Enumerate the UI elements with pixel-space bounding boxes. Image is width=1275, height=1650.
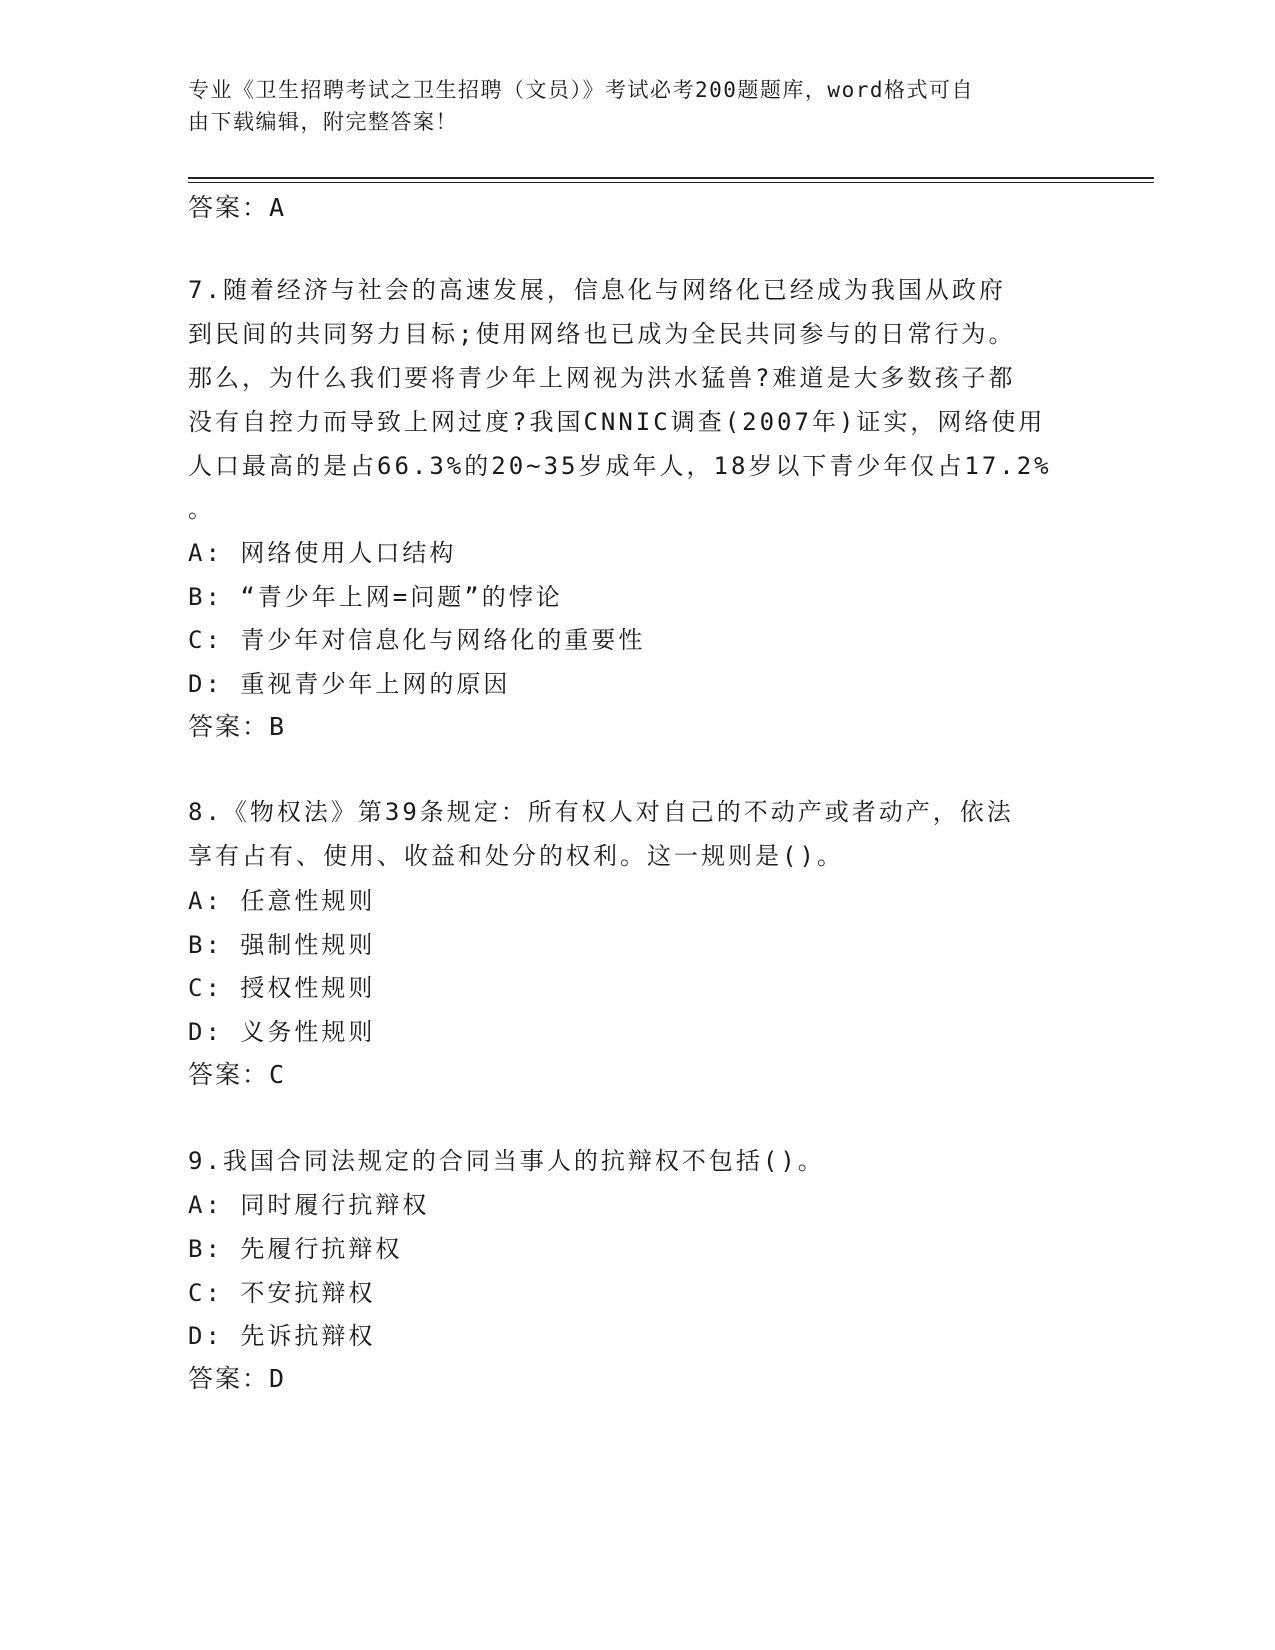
question-9-option-b: B: 先履行抗辩权	[188, 1235, 403, 1263]
question-8-option-b: B: 强制性规则	[188, 931, 376, 959]
question-7-answer	[188, 712, 286, 742]
question-9-option-d: D: 先诉抗辩权	[188, 1322, 376, 1350]
header-rule-thick	[188, 177, 1154, 179]
answer-label: 答案：	[188, 1364, 270, 1393]
question-7-line-1: 7.随着经济与社会的高速发展，信息化与网络化已经成为我国从政府	[188, 276, 1006, 304]
question-7-line-6: 。	[188, 495, 215, 523]
header-line-2: 由下载编辑，附完整答案！	[188, 110, 458, 134]
question-7-line-3: 那么，为什么我们要将青少年上网视为洪水猛兽?难道是大多数孩子都	[188, 364, 1016, 392]
question-7-option-a: A: 网络使用人口结构	[188, 539, 457, 567]
question-8-option-a: A: 任意性规则	[188, 887, 376, 915]
header-line-1: 专业《卫生招聘考试之卫生招聘（文员）》考试必考200题题库，word格式可自	[188, 78, 974, 102]
question-9-line-1: 9.我国合同法规定的合同当事人的抗辩权不包括()。	[188, 1147, 825, 1175]
question-7-line-5: 人口最高的是占66.3%的20~35岁成年人，18岁以下青少年仅占17.2%	[188, 452, 1052, 480]
answer-prev	[188, 193, 286, 223]
question-9-answer	[188, 1364, 286, 1394]
question-7-line-4: 没有自控力而导致上网过度?我国CNNIC调查(2007年)证实，网络使用	[188, 408, 1046, 436]
answer-label: 答案：	[188, 1060, 270, 1089]
question-8-line-2: 享有占有、使用、收益和处分的权利。这一规则是()。	[188, 842, 844, 870]
answer-value: D	[269, 1364, 287, 1393]
question-7-option-c: C: 青少年对信息化与网络化的重要性	[188, 626, 646, 654]
question-8-answer	[188, 1060, 286, 1090]
question-7-option-b: B: “青少年上网=问题”的悖论	[188, 583, 563, 611]
answer-label: 答案：	[188, 712, 270, 741]
question-8-option-d: D: 义务性规则	[188, 1018, 376, 1046]
question-9-option-a: A: 同时履行抗辩权	[188, 1191, 430, 1219]
question-7-line-2: 到民间的共同努力目标;使用网络也已成为全民共同参与的日常行为。	[188, 320, 1016, 348]
question-8-option-c: C: 授权性规则	[188, 974, 376, 1002]
answer-value: C	[269, 1060, 287, 1089]
answer-label: 答案：	[188, 193, 270, 222]
question-8-line-1: 8.《物权法》第39条规定：所有权人对自己的不动产或者动产，依法	[188, 798, 1014, 826]
header-rule-thin	[188, 182, 1154, 183]
page-header	[188, 74, 1068, 138]
question-9-option-c: C: 不安抗辩权	[188, 1279, 376, 1307]
question-7-option-d: D: 重视青少年上网的原因	[188, 670, 511, 698]
answer-value: A	[269, 193, 287, 222]
answer-value: B	[269, 712, 287, 741]
